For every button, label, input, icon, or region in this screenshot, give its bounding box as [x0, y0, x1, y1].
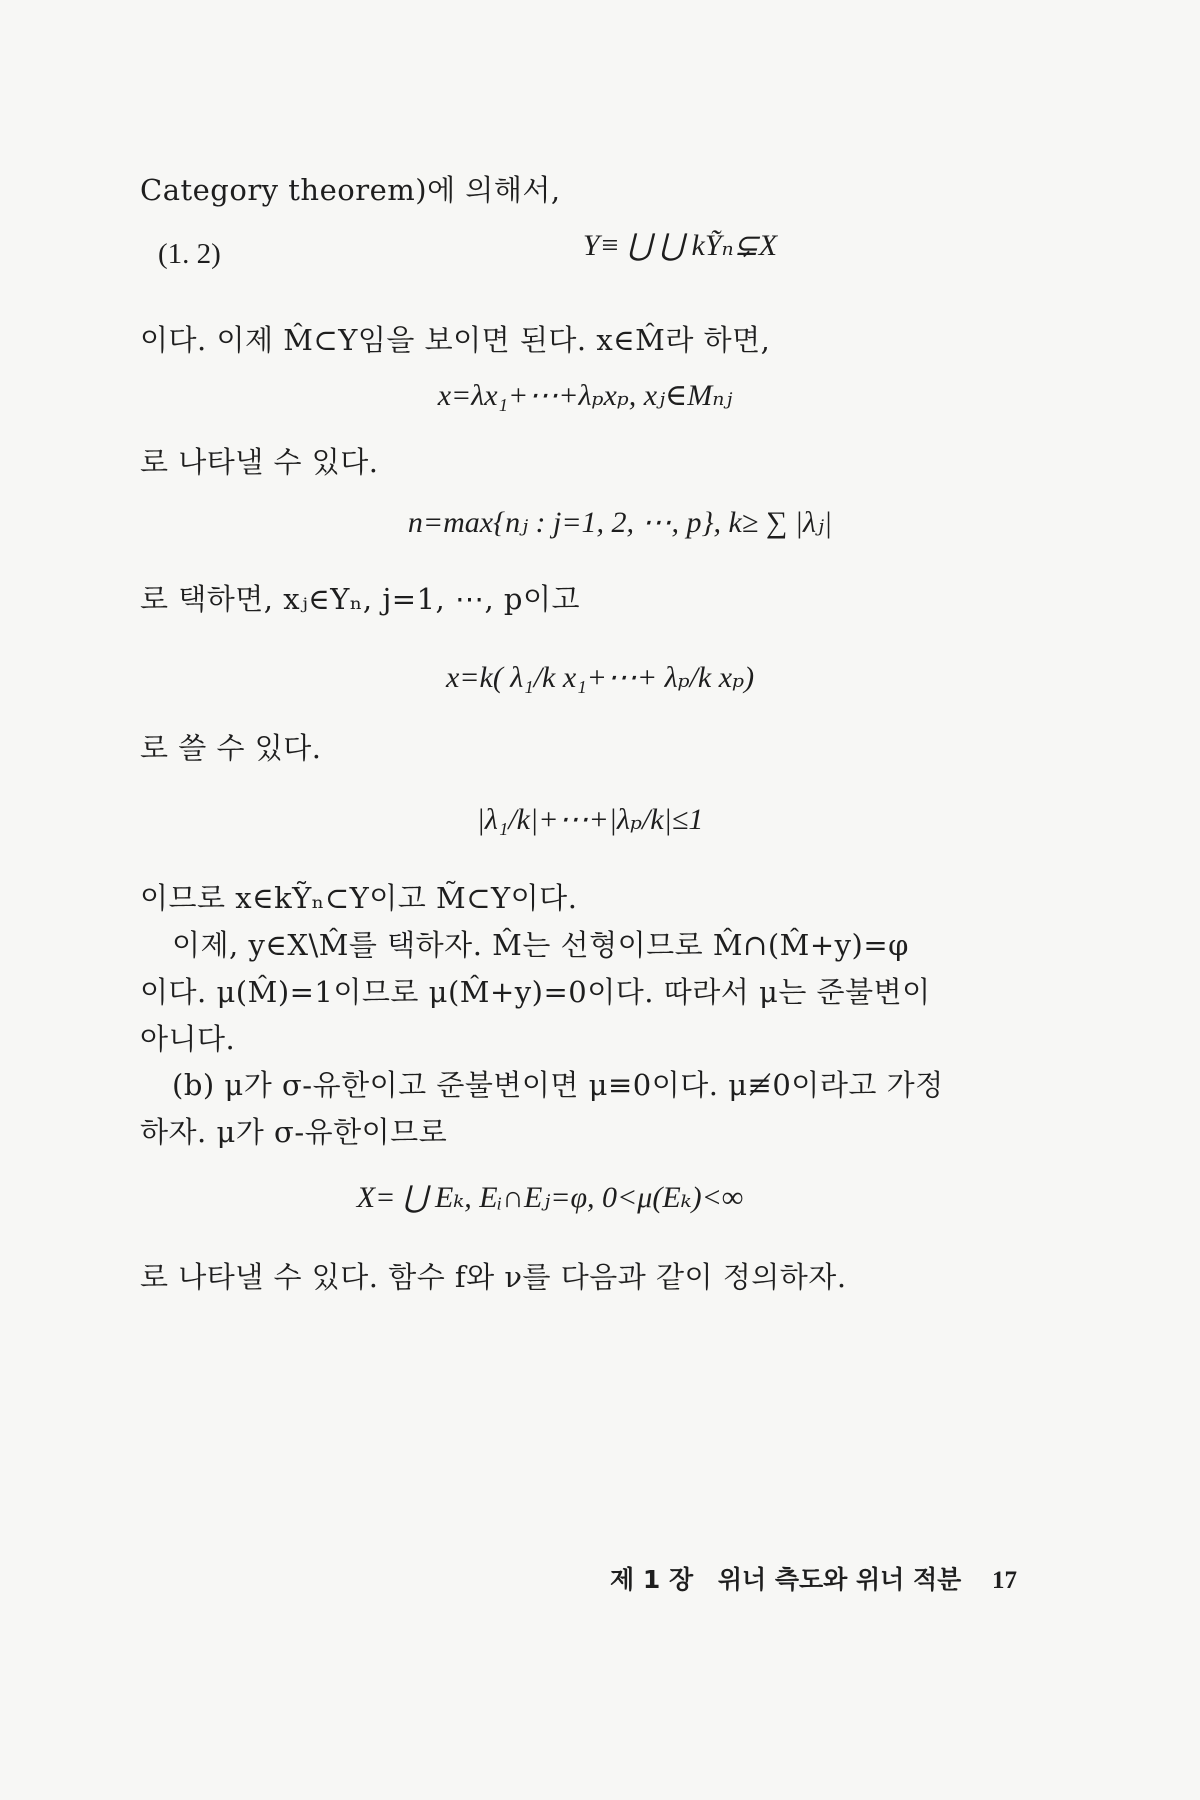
text-line-10: (b) μ가 σ-유한이고 준불변이면 μ≡0이다. μ≢0이라고 가정 — [172, 1068, 944, 1102]
page-number: 17 — [992, 1567, 1018, 1594]
equation-6: X= ⋃ Eₖ, Eᵢ∩Eⱼ=φ, 0<μ(Eₖ)<∞ — [356, 1181, 744, 1214]
text-line-1: Category theorem)에 의해서, — [140, 173, 561, 207]
equation-2: x=λx₁+⋯+λₚxₚ, xⱼ∈Mₙⱼ — [437, 379, 733, 412]
equation-label: (1. 2) — [158, 238, 221, 270]
equation-1: Y≡ ⋃ ⋃ kỸₙ⊊X — [582, 229, 778, 262]
text-line-8: 이다. μ(M̂)=1이므로 μ(M̂+y)=0이다. 따라서 μ는 준불변이 — [140, 975, 931, 1009]
equation-5: |λ₁/k|+⋯+|λₚ/k|≤1 — [476, 803, 704, 836]
text-line-6: 이므로 x∈kỸₙ⊂Y이고 M̃⊂Y이다. — [140, 881, 578, 915]
equation-4: x=k( λ₁/k x₁+⋯+ λₚ/k xₚ) — [445, 661, 755, 694]
footer-title: 위너 측도와 위너 적분 — [717, 1565, 962, 1594]
text-line-7: 이제, y∈X\M̂를 택하자. M̂는 선형이므로 M̂∩(M̂+y)=φ — [172, 928, 909, 962]
footer-chapter: 제 1 장 — [610, 1565, 694, 1594]
text-line-12: 로 나타낼 수 있다. 함수 f와 ν를 다음과 같이 정의하자. — [140, 1260, 847, 1294]
equation-3: n=max{nⱼ : j=1, 2, ⋯, p}, k≥ ∑ |λⱼ| — [407, 506, 833, 539]
text-line-5: 로 쓸 수 있다. — [140, 731, 322, 765]
page-footer — [610, 1560, 1017, 1596]
text-line-11: 하자. μ가 σ-유한이므로 — [140, 1115, 448, 1149]
text-line-3: 로 나타낼 수 있다. — [140, 445, 379, 479]
text-line-4: 로 택하면, xⱼ∈Yₙ, j=1, ⋯, p이고 — [140, 582, 581, 616]
text-line-9: 아니다. — [140, 1022, 236, 1056]
text-line-2: 이다. 이제 M̂⊂Y임을 보이면 된다. x∈M̂라 하면, — [140, 323, 771, 357]
